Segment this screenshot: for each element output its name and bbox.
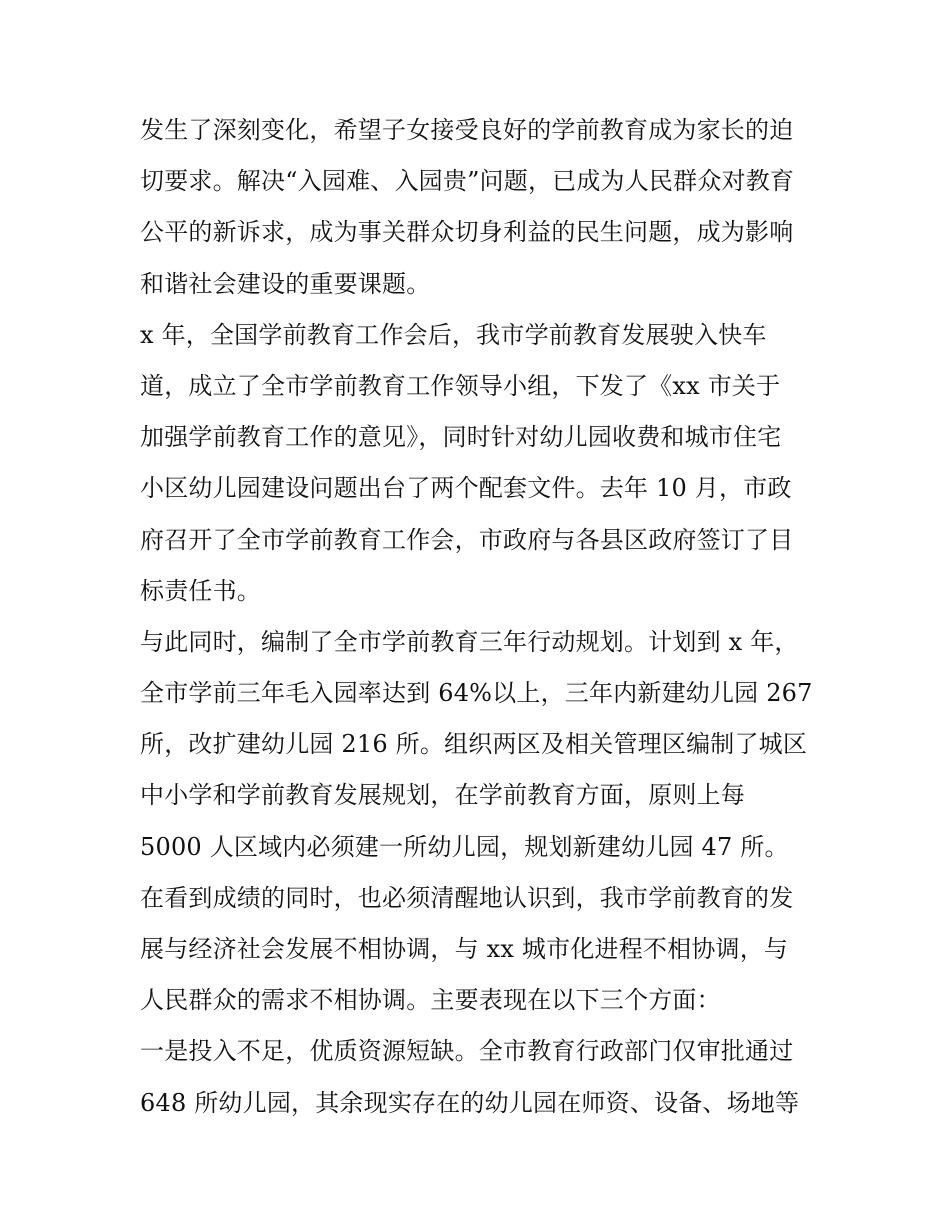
text-line: 公平的新诉求，成为事关群众切身利益的民生问题，成为影响	[140, 218, 794, 247]
text-line: 府召开了全市学前教育工作会，市政府与各县区政府签订了目	[140, 525, 794, 554]
text-line: 648 所幼儿园，其余现实存在的幼儿园在师资、设备、场地等	[140, 1088, 800, 1117]
text-line: 发生了深刻变化，希望子女接受良好的学前教育成为家长的迫	[140, 116, 794, 144]
text-line: 5000 人区域内必须建一所幼儿园，规划新建幼儿园 47 所。	[140, 832, 789, 861]
text-line: 切要求。解决“入园难、入园贵”问题，已成为人民群众对教育	[140, 167, 795, 196]
text-line: 小区幼儿园建设问题出台了两个配套文件。去年 10 月，市政	[140, 474, 792, 503]
text-line: 一是投入不足，优质资源短缺。全市教育行政部门仅审批通过	[140, 1037, 794, 1066]
text-line: x 年，全国学前教育工作会后，我市学前教育发展驶入快车	[140, 320, 767, 349]
text-line: 在看到成绩的同时，也必须清醒地认识到，我市学前教育的发	[140, 883, 794, 912]
text-line: 全市学前三年毛入园率达到 64%以上，三年内新建幼儿园 267	[140, 679, 813, 708]
text-line: 道，成立了全市学前教育工作领导小组，下发了《xx 市关于	[140, 371, 781, 400]
text-line: 标责任书。	[140, 576, 261, 605]
text-line: 加强学前教育工作的意见》，同时针对幼儿园收费和城市住宅	[140, 423, 782, 452]
document-body	[140, 105, 820, 1129]
text-line: 人民群众的需求不相协调。主要表现在以下三个方面：	[140, 986, 721, 1015]
text-line: 和谐社会建设的重要课题。	[140, 269, 431, 298]
text-line: 中小学和学前教育发展规划，在学前教育方面，原则上每	[140, 781, 745, 810]
text-line: 所，改扩建幼儿园 216 所。组织两区及相关管理区编制了城区	[140, 730, 808, 759]
text-line: 与此同时，编制了全市学前教育三年行动规划。计划到 x 年，	[140, 627, 799, 656]
text-line: 展与经济社会发展不相协调，与 xx 城市化进程不相协调，与	[140, 935, 789, 963]
